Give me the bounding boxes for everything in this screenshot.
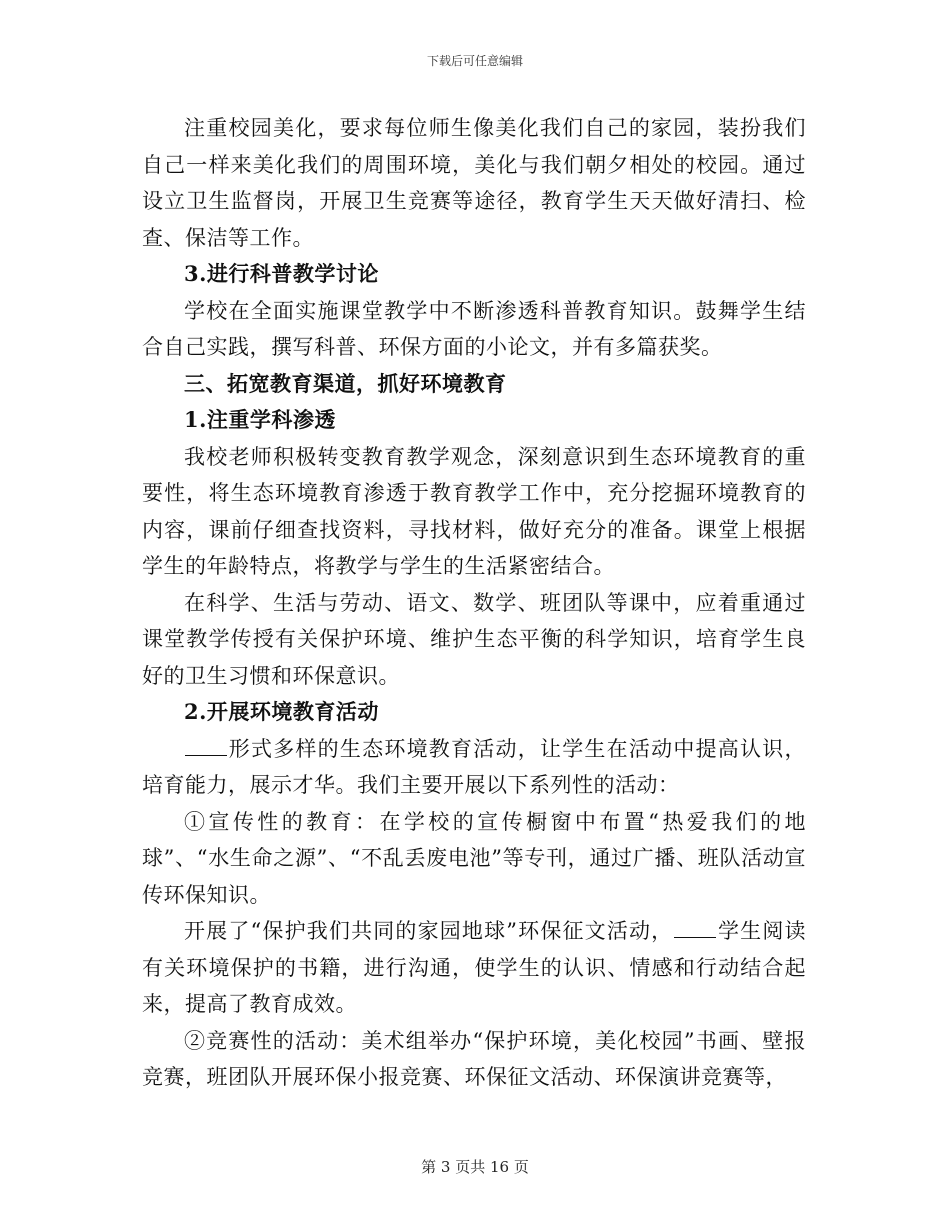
paragraph-essay-activity — [142, 913, 806, 1023]
section-heading-environment-education: 三、拓宽教育渠道，抓好环境教育 — [184, 370, 507, 396]
paragraph-classroom-teaching: 在科学、生活与劳动、语文、数学、班团队等课中，应着重通过课堂教学传授有关保护环境、维护生态平衡的科学知识，培育学生良好的卫生习惯和环保意识。 — [142, 590, 806, 688]
fill-in-blank — [674, 919, 716, 938]
section-heading-science-teaching: 3.进行科普教学讨论 — [184, 261, 379, 286]
paragraph-campus-beautification: 注重校园美化，要求每位师生像美化我们自己的家园，装扮我们自己一样来美化我们的周围环境，美化与我们朝夕相处的校园。通过设立卫生监督岗，开展卫生竞赛等途径，教育学生天天做好清扫、检查、保洁等工作。 — [142, 116, 806, 250]
section-heading-subject-integration: 1.注重学科渗透 — [184, 407, 336, 432]
section-heading-activities: 2.开展环境教育活动 — [184, 699, 379, 724]
paragraph-activities-intro — [142, 731, 806, 804]
paragraph-competition-activities: ②竞赛性的活动：美术组举办“保护环境，美化校园”书画、壁报竞赛，班团队开展环保小报竞赛、环保征文活动、环保演讲竞赛等， — [142, 1028, 806, 1089]
paragraph-essay-before: 开展了“保护我们共同的家园地球”环保征文活动， — [184, 919, 674, 943]
paragraph-teachers-attitude: 我校老师积极转变教育教学观念，深刻意识到生态环境教育的重要性，将生态环境教育渗透于教育教学工作中，充分挖掘环境教育的内容，课前仔细查找资料，寻找材料，做好充分的准备。课堂上根据学生的年龄特点，将教学与学生的生活紧密结合。 — [142, 444, 806, 578]
page-header: 下载后可任意编辑 — [426, 54, 523, 68]
fill-in-blank — [185, 737, 227, 756]
paragraph-activities-text: 形式多样的生态环境教育活动，让学生在活动中提高认识，培育能力，展示才华。我们主要开展以下系列性的活动： — [142, 736, 806, 797]
paragraph-essay-after: 学生阅读有关环境保护的书籍，进行沟通，使学生的认识、情感和行动结合起来，提高了教育成效。 — [142, 919, 806, 1016]
document-body — [142, 110, 806, 1096]
page-footer: 第 3 页共 16 页 — [421, 1158, 529, 1176]
paragraph-science-education: 学校在全面实施课堂教学中不断渗透科普教育知识。鼓舞学生结合自己实践，撰写科普、环保方面的小论文，并有多篇获奖。 — [142, 298, 806, 359]
paragraph-publicity-education: ①宣传性的教育：在学校的宣传橱窗中布置“热爱我们的地球”、“水生命之源”、“不乱丢废电池”等专刊，通过广播、班队活动宣传环保知识。 — [142, 809, 806, 907]
